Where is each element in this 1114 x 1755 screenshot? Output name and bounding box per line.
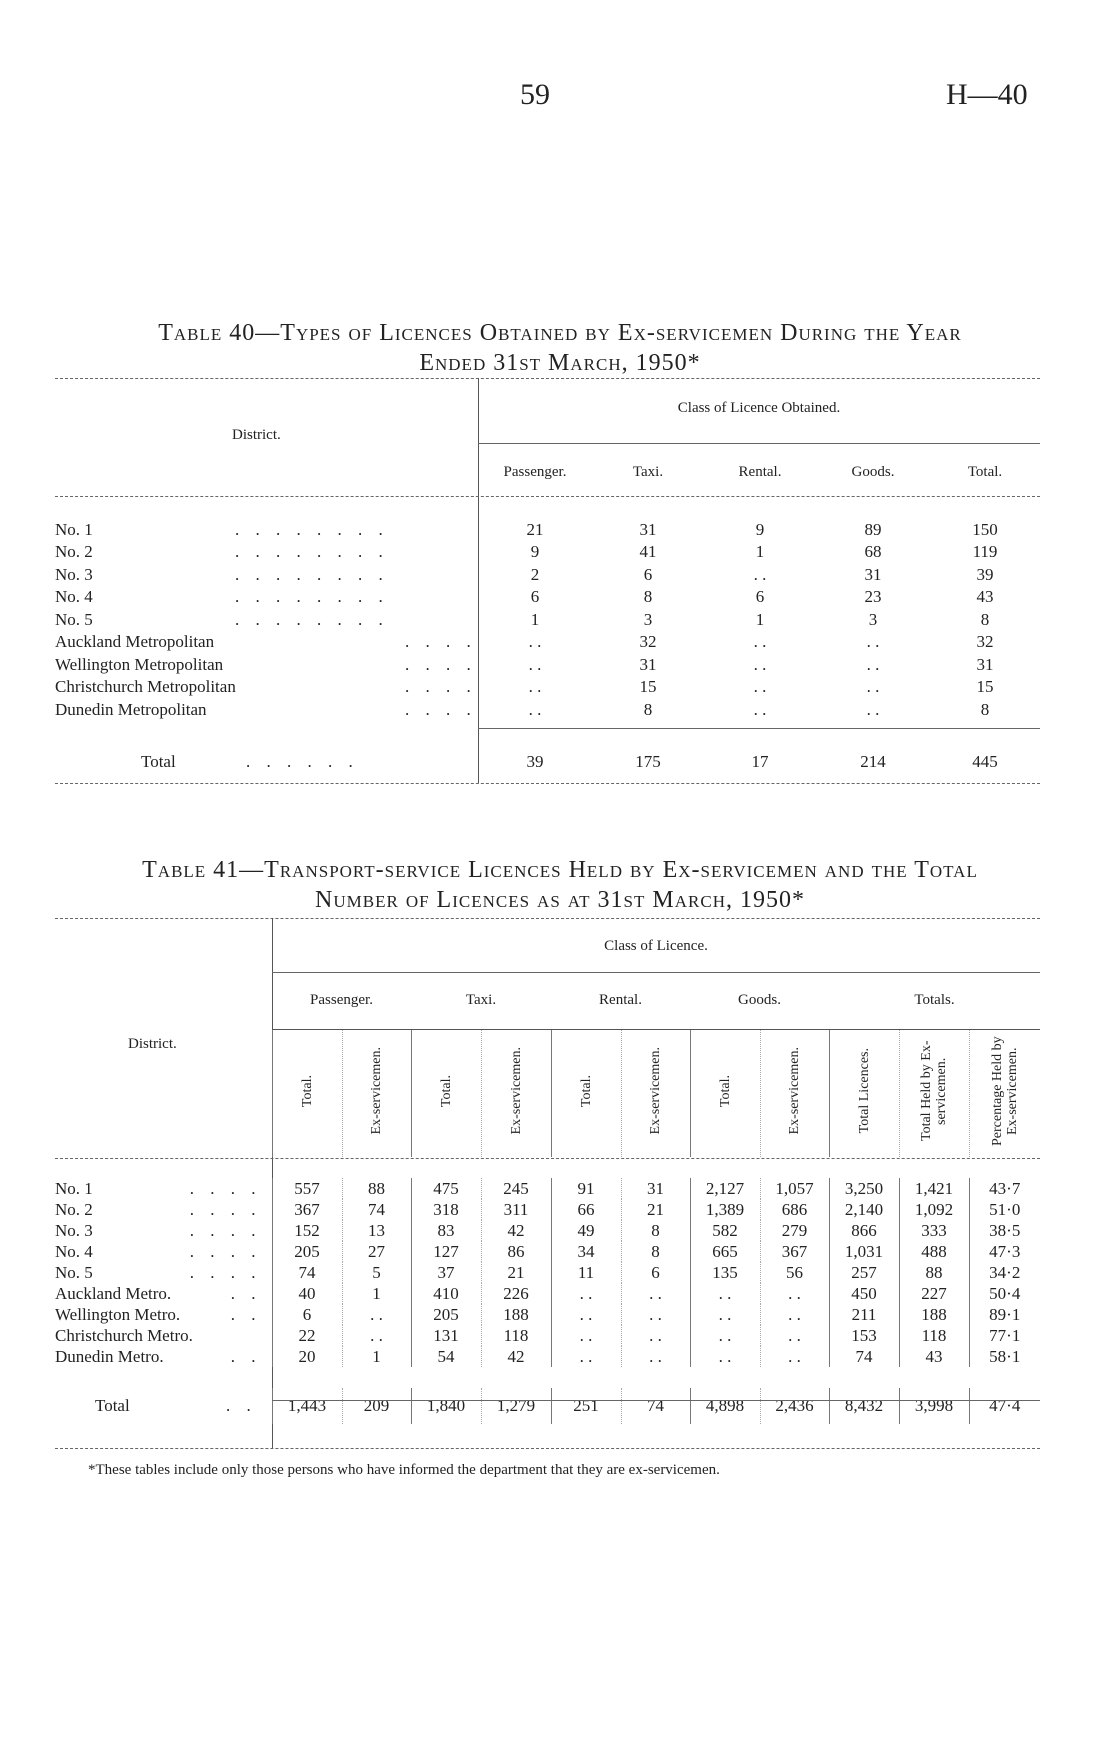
table41-cell: 333 xyxy=(899,1220,969,1241)
table41-cell: 1 xyxy=(342,1283,411,1304)
table41-total-cell: 74 xyxy=(621,1388,690,1424)
table41-cell: 21 xyxy=(621,1199,690,1220)
table40-leader-dots: . . . . . . . . xyxy=(235,564,389,584)
table41-district-name: No. 5 xyxy=(55,1262,93,1282)
table41-cell: 475 xyxy=(411,1178,481,1199)
table41-cell: 686 xyxy=(760,1199,829,1220)
table41-cell: 257 xyxy=(829,1262,899,1283)
table41-row xyxy=(55,1220,1040,1241)
table41-cell: . . xyxy=(621,1283,690,1304)
table41-cell: 135 xyxy=(690,1262,760,1283)
table41-cell: 22 xyxy=(272,1325,342,1346)
table41-total-cell: 1,840 xyxy=(411,1388,481,1424)
table40-cell: 32 xyxy=(976,632,994,652)
table41-cell: 205 xyxy=(272,1241,342,1262)
table41-total-cell: 2,436 xyxy=(760,1388,829,1424)
table40-cell: 8 xyxy=(643,587,653,607)
table41-cell: 88 xyxy=(899,1262,969,1283)
table40-row xyxy=(55,609,1040,632)
table40-district-name: No. 2 xyxy=(55,542,93,562)
table40-cell: . . xyxy=(866,677,880,697)
table41-cell: . . xyxy=(760,1283,829,1304)
table41-cell: 40 xyxy=(272,1283,342,1304)
table40-cell: . . xyxy=(866,699,880,719)
table41-leader-dots: . . . . xyxy=(189,1199,262,1219)
table41-cell: . . xyxy=(621,1304,690,1325)
table41-cell: . . xyxy=(342,1304,411,1325)
table40-cell: 23 xyxy=(864,587,882,607)
table40-cell: 21 xyxy=(526,519,544,539)
table41-title-line2: Number of Licences as at 31st March, 1950* xyxy=(315,887,805,913)
table40-cell: 9 xyxy=(755,519,765,539)
table40-cell: 31 xyxy=(864,564,882,584)
table41-cell: 42 xyxy=(481,1346,551,1367)
table41-top-rule xyxy=(55,918,1040,919)
table40-cell: 41 xyxy=(639,542,657,562)
table40-total-goods: 214 xyxy=(860,751,886,771)
table41-cell: 56 xyxy=(760,1262,829,1283)
table40-cell: 1 xyxy=(755,542,765,562)
table40-row xyxy=(55,676,1040,699)
table41-subcolumn-header: Ex-servicemen. xyxy=(508,1047,524,1135)
table41-cell: . . xyxy=(760,1325,829,1346)
table41-cell: 152 xyxy=(272,1220,342,1241)
table40-row xyxy=(55,654,1040,677)
table40-cell: 6 xyxy=(530,587,540,607)
table41-cell: 1,057 xyxy=(760,1178,829,1199)
table40-total-label: Total xyxy=(141,751,176,771)
table40-leader-dots: . . . . . . . . xyxy=(235,519,389,539)
footnote: *These tables include only those persons who have informed the department that they are ex-servicemen. xyxy=(88,1462,720,1478)
table41-row xyxy=(55,1241,1040,1262)
table40-leader-dots: . . . . xyxy=(405,677,477,697)
table41-cell: . . xyxy=(551,1283,621,1304)
table41-leader-dots: . . . . xyxy=(189,1178,262,1198)
table41-cell: 34·2 xyxy=(969,1262,1040,1283)
table41-subcolumn-header: Total. xyxy=(717,1074,733,1107)
table40-total-total: 445 xyxy=(972,751,998,771)
table40-cell: . . xyxy=(753,677,767,697)
table40-district-name: Auckland Metropolitan xyxy=(55,632,215,652)
table40-col-total: Total. xyxy=(967,463,1003,480)
page-reference: H—40 xyxy=(946,78,1028,111)
table40-district-header: District. xyxy=(232,427,281,443)
table41-cell: 131 xyxy=(411,1325,481,1346)
table41-subcolumn-header: Ex-servicemen. xyxy=(787,1047,802,1135)
table40-row xyxy=(55,519,1040,542)
table40-row xyxy=(55,564,1040,587)
table40-district-name: No. 5 xyxy=(55,609,93,629)
table41-total-cell: 4,898 xyxy=(690,1388,760,1424)
table40-title-line2: Ended 31st March, 1950* xyxy=(419,350,701,376)
table41-group-taxi: Taxi. xyxy=(411,973,551,1029)
table40-cell: . . xyxy=(528,677,542,697)
table41-district-name: Auckland Metro. xyxy=(55,1283,172,1303)
table40-district-name: Wellington Metropolitan xyxy=(55,654,224,674)
table41-cell: 51·0 xyxy=(969,1199,1040,1220)
table41-leader-dots: . . xyxy=(230,1304,262,1324)
table40-cell: . . xyxy=(528,632,542,652)
table41-cell: . . xyxy=(621,1325,690,1346)
table41-cell: 410 xyxy=(411,1283,481,1304)
table40-cell: 89 xyxy=(864,519,882,539)
table41-cell: 279 xyxy=(760,1220,829,1241)
table41-cell: 21 xyxy=(481,1262,551,1283)
table41-cell: . . xyxy=(690,1325,760,1346)
table41-subcolumn-header: Ex-servicemen. xyxy=(648,1047,663,1135)
table41 xyxy=(55,973,1040,1424)
table40-title-line1: Table 40—Types of Licences Obtained by Ex-servicemen During the Year xyxy=(158,320,962,346)
table40-cell: 68 xyxy=(864,542,882,562)
table41-cell: 1,421 xyxy=(899,1178,969,1199)
table41-cell: 127 xyxy=(411,1241,481,1262)
table41-cell: 38·5 xyxy=(969,1220,1040,1241)
table40-total-row xyxy=(55,744,1040,780)
table40-cell: . . xyxy=(753,699,767,719)
table41-cell: 13 xyxy=(342,1220,411,1241)
table40-leader-dots: . . . . . . . . xyxy=(235,609,389,629)
table41-district-name: No. 4 xyxy=(55,1241,93,1261)
table41-cell: 1 xyxy=(342,1346,411,1367)
table41-cell: . . xyxy=(621,1346,690,1367)
table40-col-taxi: Taxi. xyxy=(632,463,664,480)
table41-cell: 227 xyxy=(899,1283,969,1304)
table41-cell: 1,389 xyxy=(690,1199,760,1220)
table40-cell: 119 xyxy=(972,542,998,562)
table41-cell: 88 xyxy=(342,1178,411,1199)
table40-cell: 31 xyxy=(639,519,657,539)
table41-cell: 49 xyxy=(551,1220,621,1241)
table41-cell: 450 xyxy=(829,1283,899,1304)
table41-group-passenger: Passenger. xyxy=(272,973,411,1029)
table41-cell: 86 xyxy=(481,1241,551,1262)
table40-title xyxy=(40,318,1080,378)
table41-cell: . . xyxy=(690,1304,760,1325)
table41-subcolumn-header: Ex-servicemen. xyxy=(369,1047,384,1135)
table41-leader-dots: . . . . xyxy=(189,1262,262,1282)
table41-district-name: Christchurch Metro. xyxy=(55,1325,193,1345)
table40-col-passenger: Passenger. xyxy=(503,463,567,480)
table41-cell: 226 xyxy=(481,1283,551,1304)
table41-cell: 6 xyxy=(272,1304,342,1325)
table40-leader-dots: . . . . xyxy=(405,632,477,652)
table40-cell: 15 xyxy=(639,677,657,697)
table41-subcolumn-header: Total Held by Ex-servicemen. xyxy=(919,1040,949,1141)
table40-total-leader: . . . . . . xyxy=(245,751,359,771)
table41-bottom-rule xyxy=(55,1448,1040,1449)
table41-cell: 367 xyxy=(272,1199,342,1220)
table40-district-name: No. 1 xyxy=(55,519,93,539)
table40-total-rental: 17 xyxy=(751,751,769,771)
table41-cell: 118 xyxy=(899,1325,969,1346)
table40-cell: 1 xyxy=(755,609,765,629)
table41-total-rule xyxy=(272,1400,1040,1401)
table40-cell: . . xyxy=(866,654,880,674)
table40-leader-dots: . . . . . . . . xyxy=(235,542,389,562)
table41-district-header: District. xyxy=(128,1036,177,1052)
table41-cell: 557 xyxy=(272,1178,342,1199)
table41-row xyxy=(55,1283,1040,1304)
table41-cell: 27 xyxy=(342,1241,411,1262)
table40-column-header-row xyxy=(55,448,1040,496)
table41-cell: 582 xyxy=(690,1220,760,1241)
table40-top-rule xyxy=(55,378,1040,379)
table41-cell: 211 xyxy=(829,1304,899,1325)
table41-district-name: Wellington Metro. xyxy=(55,1304,181,1324)
table41-cell: 50·4 xyxy=(969,1283,1040,1304)
table40-cell: 6 xyxy=(643,564,653,584)
table40-cell: . . xyxy=(528,699,542,719)
table40-col-goods: Goods. xyxy=(851,463,895,480)
table40-cell: 3 xyxy=(643,609,653,629)
table41-group-goods: Goods. xyxy=(690,973,829,1029)
table40-row xyxy=(55,586,1040,609)
table41-cell: 20 xyxy=(272,1346,342,1367)
table41-cell: 2,140 xyxy=(829,1199,899,1220)
table41-cell: 5 xyxy=(342,1262,411,1283)
table41-cell: 311 xyxy=(481,1199,551,1220)
table41-district-name: No. 3 xyxy=(55,1220,93,1240)
table41-cell: 34 xyxy=(551,1241,621,1262)
table40-cell: 39 xyxy=(976,564,994,584)
table40-leader-dots: . . . . xyxy=(405,699,477,719)
table40-cell: 6 xyxy=(755,587,765,607)
table41-cell: . . xyxy=(690,1283,760,1304)
table41-cell: 11 xyxy=(551,1262,621,1283)
table40-cell: 9 xyxy=(530,542,540,562)
table41-leader-dots: . . . . xyxy=(189,1220,262,1240)
table41-leader-dots: . . . . xyxy=(189,1241,262,1261)
table41-cell: 8 xyxy=(621,1241,690,1262)
table40-row xyxy=(55,631,1040,654)
table40-cell: 1 xyxy=(530,609,540,629)
table41-cell: 2,127 xyxy=(690,1178,760,1199)
table40-bottom-rule xyxy=(55,783,1040,784)
table41-cell: 245 xyxy=(481,1178,551,1199)
table40-leader-dots: . . . . . . . . xyxy=(235,587,389,607)
table41-total-cell: 1,279 xyxy=(481,1388,551,1424)
table41-cell: 866 xyxy=(829,1220,899,1241)
table41-cell: . . xyxy=(760,1346,829,1367)
table41-cell: 118 xyxy=(481,1325,551,1346)
table40-cell: 43 xyxy=(976,587,994,607)
table40-cell: . . xyxy=(753,654,767,674)
table40-cell: 8 xyxy=(980,699,990,719)
table41-cell: 153 xyxy=(829,1325,899,1346)
table41-group-totals: Totals. xyxy=(829,973,1040,1029)
table41-leader-dots: . . xyxy=(230,1346,262,1366)
table41-cell: 54 xyxy=(411,1346,481,1367)
table41-cell: . . xyxy=(342,1325,411,1346)
table41-subcolumn-header: Total. xyxy=(438,1074,454,1107)
table41-row xyxy=(55,1304,1040,1325)
page-number: 59 xyxy=(520,78,550,111)
table40-cell: 8 xyxy=(980,609,990,629)
table41-cell: 318 xyxy=(411,1199,481,1220)
table41-cell: 488 xyxy=(899,1241,969,1262)
table40-cell: . . xyxy=(753,632,767,652)
table40-row xyxy=(55,541,1040,564)
table40-cell: . . xyxy=(528,654,542,674)
table41-cell: 89·1 xyxy=(969,1304,1040,1325)
table41-cell: 188 xyxy=(899,1304,969,1325)
table41-total-cell: 1,443 xyxy=(272,1388,342,1424)
table41-cell: 43·7 xyxy=(969,1178,1040,1199)
table41-cell: 37 xyxy=(411,1262,481,1283)
table40-total-taxi: 175 xyxy=(635,751,661,771)
table41-total-row xyxy=(55,1388,1040,1424)
table41-total-cell: 251 xyxy=(551,1388,621,1424)
table40-cell: . . xyxy=(753,564,767,584)
table41-cell: 83 xyxy=(411,1220,481,1241)
table41-cell: . . xyxy=(551,1304,621,1325)
table40-class-header: Class of Licence Obtained. xyxy=(677,400,841,416)
table41-subcolumn-header: Percentage Held by Ex-servicemen. xyxy=(989,1035,1020,1146)
table41-group-rental: Rental. xyxy=(551,973,690,1029)
table40-row xyxy=(55,699,1040,722)
table40-cell: 32 xyxy=(639,632,657,652)
table41-cell: 91 xyxy=(551,1178,621,1199)
table40-cell: 15 xyxy=(976,677,994,697)
table41-cell: . . xyxy=(551,1325,621,1346)
table41-district-name: No. 2 xyxy=(55,1199,93,1219)
table41-cell: 31 xyxy=(621,1178,690,1199)
table40-cell: . . xyxy=(866,632,880,652)
table41-cell: 74 xyxy=(342,1199,411,1220)
table41-subcolumn-header: Total Licences. xyxy=(856,1048,872,1134)
table41-row xyxy=(55,1325,1040,1346)
table40-district-name: No. 4 xyxy=(55,587,93,607)
table41-row xyxy=(55,1346,1040,1367)
table41-subcolumn-header: Total. xyxy=(299,1074,315,1107)
table41-district-name: No. 1 xyxy=(55,1178,93,1198)
table40-cell: 8 xyxy=(643,699,653,719)
table41-cell: 58·1 xyxy=(969,1346,1040,1367)
table41-cell: 1,031 xyxy=(829,1241,899,1262)
table40-cell: 150 xyxy=(972,519,998,539)
table41-cell: 47·3 xyxy=(969,1241,1040,1262)
table41-cell: . . xyxy=(760,1304,829,1325)
table41-cell: 77·1 xyxy=(969,1325,1040,1346)
table41-row xyxy=(55,1178,1040,1199)
table41-subcolumn-header: Total. xyxy=(578,1074,594,1107)
table41-class-header: Class of Licence. xyxy=(604,938,708,954)
table41-district-name: Dunedin Metro. xyxy=(55,1346,164,1366)
table40-district-name: No. 3 xyxy=(55,564,93,584)
table40-cell: 31 xyxy=(976,654,994,674)
table41-total-cell: 3,998 xyxy=(899,1388,969,1424)
table41-total-label: Total xyxy=(95,1396,130,1415)
table41-cell: 205 xyxy=(411,1304,481,1325)
table41-cell: 66 xyxy=(551,1199,621,1220)
table41-cell: 3,250 xyxy=(829,1178,899,1199)
table40-total-passenger: 39 xyxy=(526,751,544,771)
table41-cell: 74 xyxy=(829,1346,899,1367)
table41-total-cell: 209 xyxy=(342,1388,411,1424)
table41-title-line1: Table 41—Transport-service Licences Held by Ex-servicemen and the Total xyxy=(142,857,978,883)
table41-total-cell: 47·4 xyxy=(969,1388,1040,1424)
table41-group-header-row xyxy=(55,973,1040,1029)
table40-district-name: Dunedin Metropolitan xyxy=(55,699,207,719)
table41-cell: 42 xyxy=(481,1220,551,1241)
table41-cell: 8 xyxy=(621,1220,690,1241)
table41-total-leader: . . xyxy=(225,1396,257,1415)
table41-cell: . . xyxy=(690,1346,760,1367)
table40-district-name: Christchurch Metropolitan xyxy=(55,677,236,697)
table41-cell: 367 xyxy=(760,1241,829,1262)
table41-cell: 6 xyxy=(621,1262,690,1283)
table40-cell: 3 xyxy=(868,609,878,629)
table40-class-rule xyxy=(478,443,1040,444)
table40 xyxy=(55,448,1040,780)
table41-leader-dots: . . xyxy=(230,1283,262,1303)
table40-total-rule xyxy=(478,728,1040,729)
table41-row xyxy=(55,1262,1040,1283)
table40-cell: 2 xyxy=(530,564,540,584)
table40-leader-dots: . . . . xyxy=(405,654,477,674)
table41-cell: 665 xyxy=(690,1241,760,1262)
table41-cell: 1,092 xyxy=(899,1199,969,1220)
table41-cell: 43 xyxy=(899,1346,969,1367)
table41-subheader-row xyxy=(55,1029,1040,1157)
table41-total-cell: 8,432 xyxy=(829,1388,899,1424)
table41-row xyxy=(55,1199,1040,1220)
table41-cell: . . xyxy=(551,1346,621,1367)
table41-cell: 188 xyxy=(481,1304,551,1325)
table40-col-rental: Rental. xyxy=(738,463,782,480)
table41-cell: 74 xyxy=(272,1262,342,1283)
table41-title xyxy=(40,855,1080,915)
table40-cell: 31 xyxy=(639,654,657,674)
